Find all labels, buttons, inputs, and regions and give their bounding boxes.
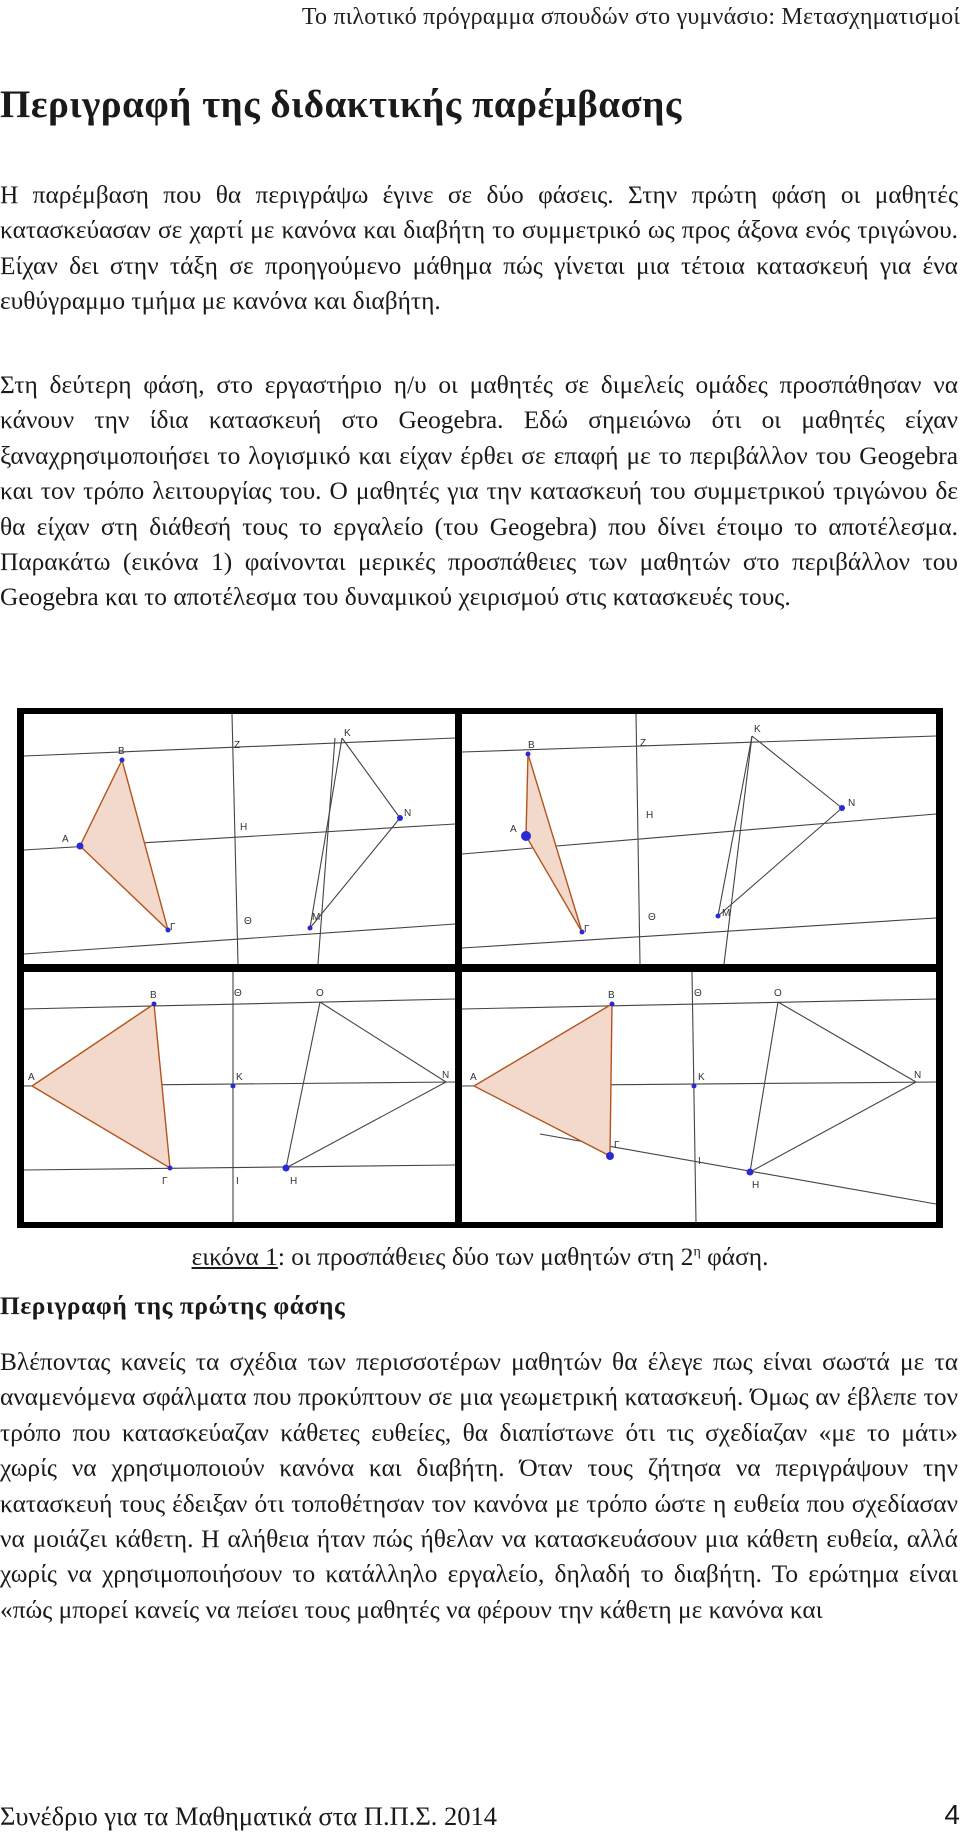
figure-panels	[0, 708, 960, 1228]
paragraph-first-phase-description: Βλέποντας κανείς τα σχέδια των περισσοτέρων μαθητών θα έλεγε πως είναι σωστά με τα αναμενόμενα σφάλματα που προκύπτουν σε μια γεωμετρική κατασκευή. Όμως αν έβλεπε τον τρόπο που κατασκεύαζαν κάθετες ευθείες, θα διαπίστωνε ότι τις σχεδίαζαν «με το μάτι» χωρίς να χρησιμοποιούν κανόνα και διαβήτη. Όταν τους ζήτησα να περιγράψουν την κατασκευή τους έδειξαν ότι τοποθέτησαν τον κανόνα με τρόπο ώστε η ευθεία που σχεδίασαν να μοιάζει κάθετη. Η αλήθεια ήταν πώς ήθελαν να κατασκευάσουν μια κάθετη ευθεία, αλλά χωρίς να χρησιμοποιήσουν το κατάλληλο εργαλείο, δηλαδή το διαβήτη. Το ερώτημα είναι «πώς μπορεί κανείς να πείσει τους μαθητές να φέρουν την κάθετη με κανόνα και	[0, 1348, 958, 1624]
label-z: Ζ	[234, 740, 241, 751]
label-h-3: Η	[290, 1176, 298, 1187]
figure-geogebra-attempts	[0, 708, 960, 1228]
figure-caption	[0, 1243, 960, 1272]
label-h-2: Η	[646, 810, 654, 821]
label-g: Γ	[170, 922, 176, 933]
label-th-3: Θ	[234, 988, 242, 999]
label-th: Θ	[244, 916, 252, 927]
panel-bottom-right	[462, 972, 936, 1222]
section-title: Περιγραφή της διδακτικής παρέμβασης	[0, 83, 682, 126]
label-th-2: Θ	[648, 912, 656, 923]
caption-text-end: φάση.	[700, 1243, 769, 1271]
label-g-2: Γ	[584, 924, 590, 935]
label-a-2: Α	[510, 824, 517, 835]
running-header: Το πιλοτικό πρόγραμμα σπουδών στο γυμνάσιο: Μετασχηματισμοί	[301, 4, 960, 30]
label-i-4: Ι	[698, 1156, 701, 1167]
label-b-4: Β	[608, 990, 615, 1001]
label-n-3: Ν	[442, 1070, 450, 1081]
label-k: Κ	[344, 728, 351, 739]
subheading-first-phase: Περιγραφή της πρώτης φάσης	[0, 1292, 346, 1320]
label-m: Μ	[312, 912, 321, 923]
label-a: Α	[62, 834, 69, 845]
label-m-2: Μ	[722, 908, 731, 919]
label-n-4: Ν	[914, 1070, 922, 1081]
page-number: 4	[944, 1799, 960, 1830]
label-b: Β	[118, 746, 125, 757]
label-o-4: Ο	[774, 988, 782, 999]
panel-top-right	[462, 714, 936, 964]
label-k-3: Κ	[236, 1072, 243, 1083]
label-n: Ν	[404, 808, 412, 819]
label-h-4: Η	[752, 1180, 760, 1191]
label-h: Η	[240, 822, 248, 833]
panel-top-left	[24, 714, 455, 964]
label-n-2: Ν	[848, 798, 856, 809]
caption-superscript: η	[693, 1244, 701, 1260]
label-a-3: Α	[28, 1072, 35, 1083]
label-b-3: Β	[150, 990, 157, 1001]
label-i-3: Ι	[236, 1176, 239, 1187]
label-z-2: Ζ	[640, 738, 647, 749]
label-b-2: Β	[528, 740, 535, 751]
paragraph-first-phase-intro: Η παρέμβαση που θα περιγράψω έγινε σε δύο φάσεις. Στην πρώτη φάση οι μαθητές κατασκεύασαν σε χαρτί με κανόνα και διαβήτη το συμμετρικό ως προς άξονα ενός τριγώνου. Είχαν δει στην τάξη σε προηγούμενο μάθημα πώς γίνεται μια τέτοια κατασκευή για ένα ευθύγραμμο τμήμα με κανόνα και διαβήτη.	[0, 181, 958, 316]
caption-text: : οι προσπάθειες δύο των μαθητών στη 2	[277, 1243, 694, 1271]
caption-label: εικόνα 1	[191, 1243, 278, 1271]
footer-conference: Συνέδριο για τα Μαθηματικά στα Π.Π.Σ. 2014	[0, 1801, 498, 1831]
label-g-3: Γ	[162, 1176, 168, 1187]
label-o-3: Ο	[316, 988, 324, 999]
label-k-2: Κ	[754, 724, 761, 735]
panel-bottom-left	[24, 972, 455, 1222]
label-th-4: Θ	[694, 988, 702, 999]
paragraph-second-phase: Στη δεύτερη φάση, στο εργαστήριο η/υ οι μαθητές σε διμελείς ομάδες προσπάθησαν να κάνουν την ίδια κατασκευή στο Geogebra. Εδώ σημειώνω ότι οι μαθητές είχαν ξαναχρησιμοποιήσει το λογισμικό και είχαν έρθει σε επαφή με το περιβάλλον του Geogebra και τον τρόπο λειτουργίας του. Ο μαθητές για την κατασκευή του συμμετρικού τριγώνου δε θα είχαν στη διάθεσή τους το εργαλείο (του Geogebra) που δίνει έτοιμο το αποτέλεσμα. Παρακάτω (εικόνα 1) φαίνονται μερικές προσπάθειες των μαθητών στο περιβάλλον του Geogebra και το αποτέλεσμα του δυναμικού χειρισμού στις κατασκευές τους.	[0, 371, 958, 612]
label-k-4: Κ	[698, 1072, 705, 1083]
label-a-4: Α	[470, 1072, 477, 1083]
label-g-4: Γ	[614, 1140, 620, 1151]
